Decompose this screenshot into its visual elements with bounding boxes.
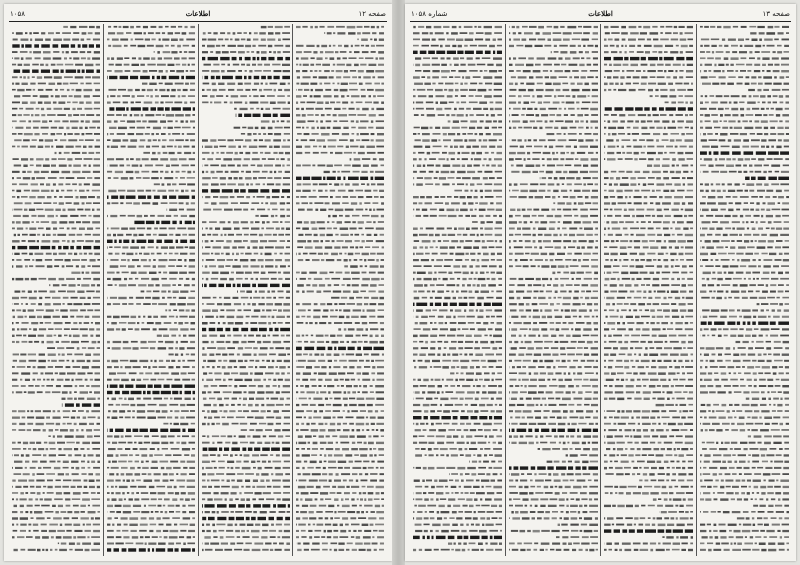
print-lines	[12, 26, 100, 551]
left-page	[4, 4, 392, 561]
column-print-texture	[506, 24, 601, 556]
print-lines	[202, 26, 290, 551]
left-page-number: صفحه ۱۲	[358, 10, 386, 18]
column-print-texture	[601, 24, 696, 556]
text-column	[9, 24, 103, 556]
column-print-texture	[293, 24, 387, 556]
text-column	[198, 24, 293, 556]
text-column	[600, 24, 696, 556]
page-gutter	[392, 0, 405, 565]
left-page-masthead: اطلاعات	[185, 9, 211, 18]
right-page	[405, 4, 796, 561]
text-column	[292, 24, 387, 556]
left-header-rule	[9, 21, 387, 22]
print-lines	[604, 26, 693, 551]
right-page-issue-number: صفحه ۱۳	[762, 10, 790, 18]
column-print-texture	[199, 24, 293, 556]
print-lines	[509, 26, 598, 551]
right-page-header	[411, 8, 790, 20]
print-lines	[107, 26, 195, 552]
print-lines	[296, 26, 384, 551]
print-lines	[413, 26, 502, 551]
text-column	[103, 24, 198, 556]
right-header-rule	[410, 21, 791, 22]
left-page-issue-number: ۱۰۵۸	[10, 10, 26, 18]
column-print-texture	[104, 24, 198, 556]
right-page-columns	[410, 24, 791, 556]
left-page-columns	[9, 24, 387, 556]
column-print-texture	[697, 24, 792, 556]
column-print-texture	[9, 24, 103, 556]
right-page-number: شماره ۱۰۵۸	[411, 10, 448, 18]
text-column	[505, 24, 601, 556]
text-column	[696, 24, 792, 556]
right-page-masthead: اطلاعات	[588, 9, 613, 18]
column-print-texture	[410, 24, 505, 556]
left-page-header	[10, 8, 386, 20]
print-lines	[700, 26, 789, 551]
text-column	[410, 24, 505, 556]
